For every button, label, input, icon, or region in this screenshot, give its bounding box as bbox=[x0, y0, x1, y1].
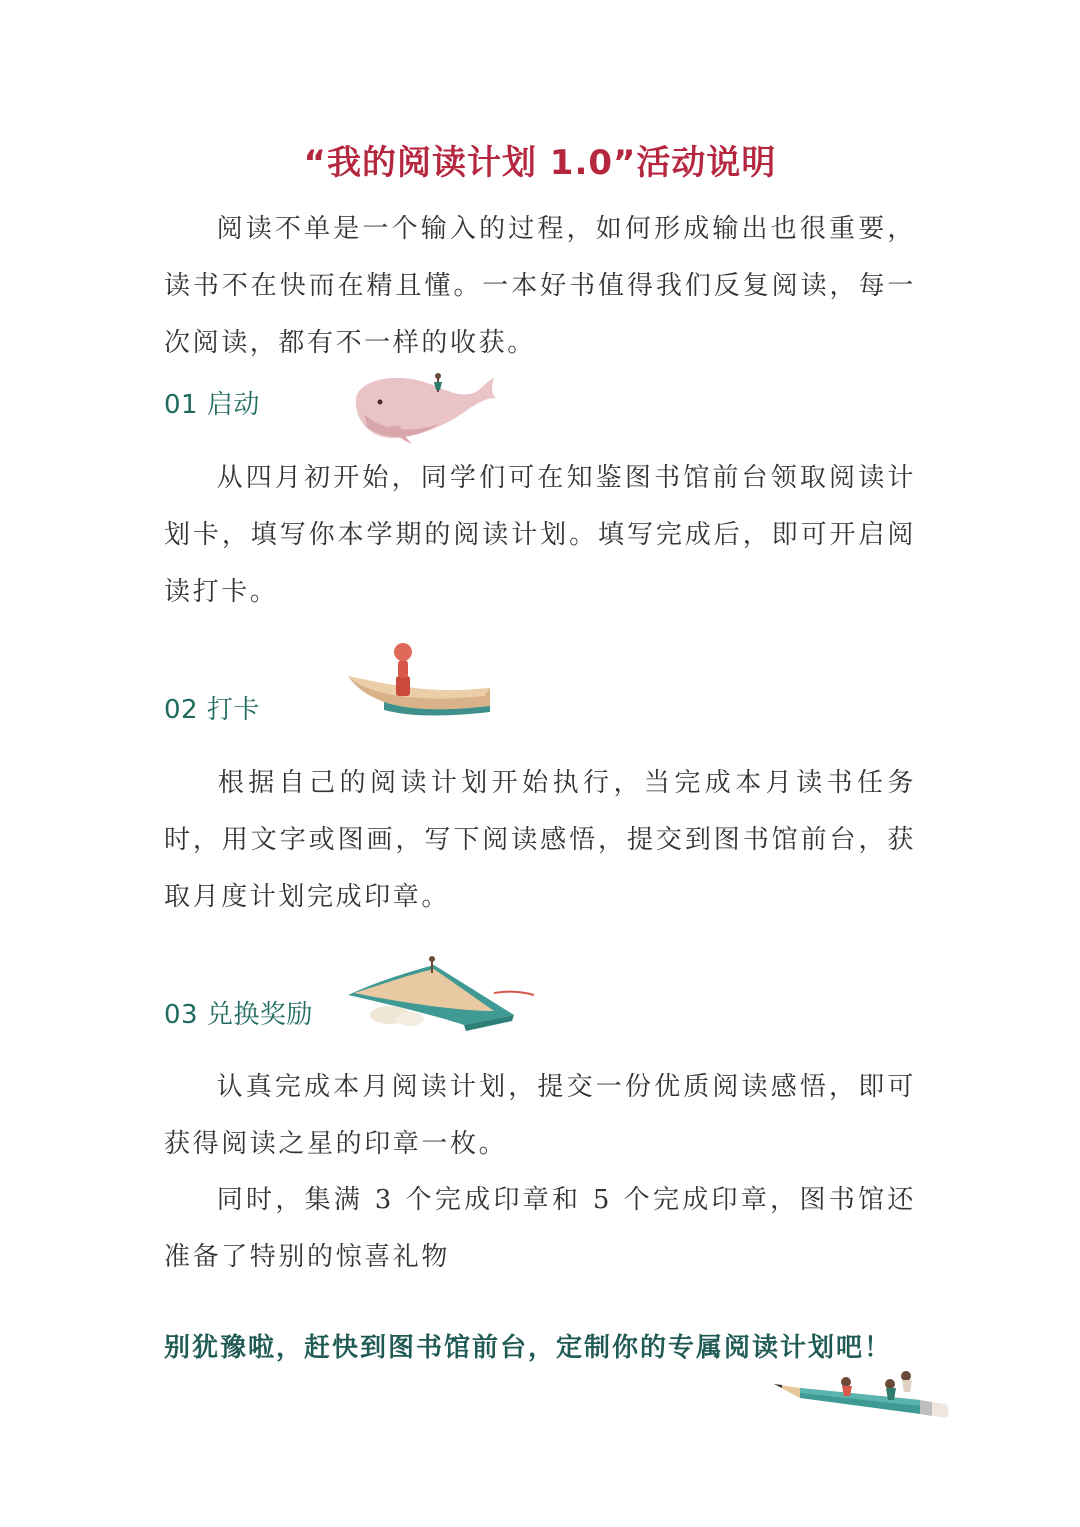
section-heading-start: 01 启动 bbox=[164, 390, 260, 420]
section-paragraph-start bbox=[164, 450, 916, 621]
call-to-action: 别犹豫啦，赶快到图书馆前台，定制你的专属阅读计划吧！ bbox=[164, 1333, 893, 1363]
section-heading-reward: 03 兑换奖励 bbox=[164, 1000, 313, 1030]
section-paragraph-reward-2 bbox=[164, 1172, 916, 1286]
section-start-text: 从四月初开始，同学们可在知鉴图书馆前台领取阅读计划卡，填写你本学期的阅读计划。填写完成后，即可开启阅读打卡。 bbox=[164, 463, 916, 607]
section-reward-text-2: 同时，集满 3 个完成印章和 5 个完成印章，图书馆还准备了特别的惊喜礼物 bbox=[164, 1185, 916, 1272]
flying-book-illustration bbox=[344, 955, 540, 1035]
section-paragraph-checkin bbox=[164, 755, 916, 926]
whale-illustration bbox=[350, 368, 500, 444]
section-paragraph-reward-1 bbox=[164, 1059, 916, 1173]
intro-text: 阅读不单是一个输入的过程，如何形成输出也很重要，读书不在快而在精且懂。一本好书值得我们反复阅读，每一次阅读，都有不一样的收获。 bbox=[164, 214, 916, 358]
intro-paragraph bbox=[164, 201, 916, 372]
page-title: “我的阅读计划 1.0”活动说明 bbox=[303, 143, 777, 183]
section-checkin-text: 根据自己的阅读计划开始执行，当完成本月读书任务时，用文字或图画，写下阅读感悟，提交到图书馆前台，获取月度计划完成印章。 bbox=[164, 768, 916, 912]
book-with-stamp-illustration bbox=[344, 640, 494, 720]
section-reward-text-1: 认真完成本月阅读计划，提交一份优质阅读感悟，即可获得阅读之星的印章一枚。 bbox=[164, 1072, 916, 1159]
pencil-illustration bbox=[770, 1364, 950, 1422]
section-heading-checkin: 02 打卡 bbox=[164, 695, 260, 725]
